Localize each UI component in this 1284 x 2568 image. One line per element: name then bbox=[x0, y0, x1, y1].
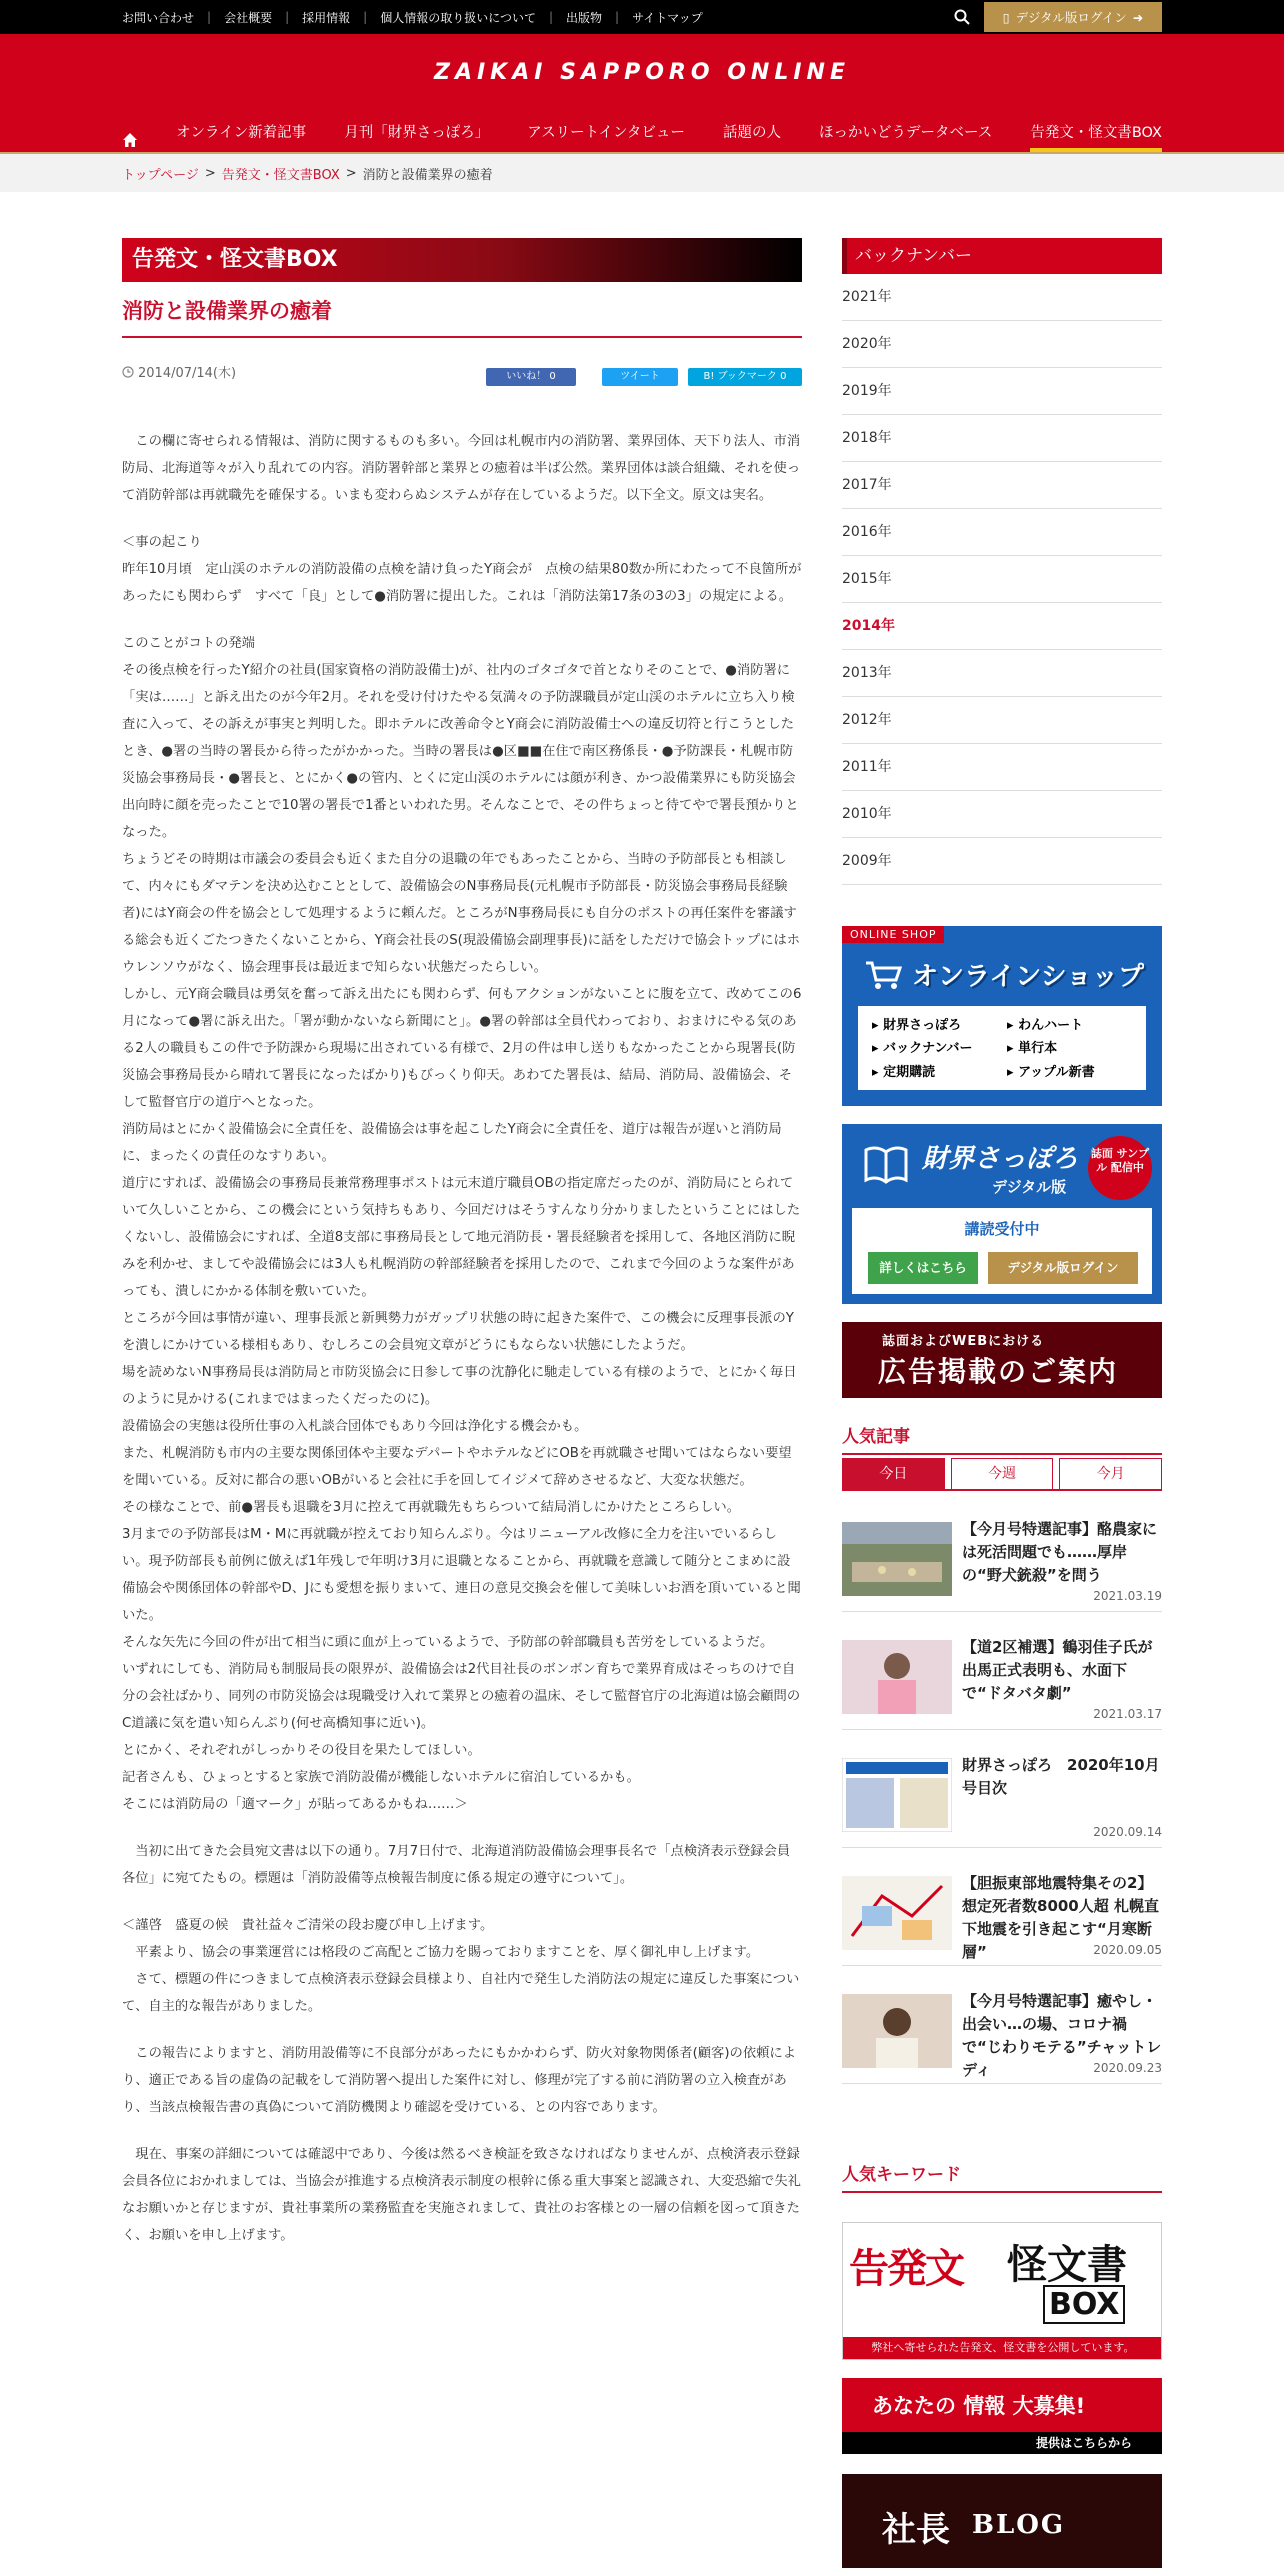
digital-login-banner-button[interactable]: デジタル版ログイン bbox=[988, 1252, 1138, 1284]
popular-article[interactable] bbox=[842, 1624, 1162, 1730]
article-title: 財界さっぽろ 2020年10月号目次 bbox=[962, 1756, 1160, 1797]
link-company[interactable]: 会社概要 bbox=[224, 10, 273, 25]
breadcrumb bbox=[122, 154, 493, 192]
keyword-heading: 人気キーワード bbox=[842, 2160, 1162, 2193]
article-paragraph: しかし、元Y商会職員は勇気を奮って訴え出たにも関わらず、何もアクションがないことに腹を立て、改めてこの6月になって●署に訴え出た。「署が動かないなら新聞にと」。●署の幹部は全員代わっており、おまけにやる気のある2人の職員もこの件で予防課から現場に出されている有様で、2月の件は申し送りもなかったことから現署長(防災協会事務局長から晴れて署長になったばかり)もびっくり仰天。あわてた署長は、結局、消防局、設備協会、そして監督官庁の道庁へとなった。 bbox=[122, 987, 802, 1110]
article-paragraph: 道庁にすれば、設備協会の事務局長兼常務理事ポストは元末道庁職員OBの指定席だったのが、消防局にとられていて久しいことから、この機会にという気持ちもあり、今回だけはそうすんなり分かりましたということにはしたくないし、設備協会にすれば、全道8支部に事務局長として地元消防長・署長経験者を採用して、各地区消防に睨みを利かせ、ましてや設備協会には3人も札幌消防の幹部経験者を採用したので、これまで今回のような案件があっても、潰しにかかる体制を敷いていた。 bbox=[122, 1176, 801, 1299]
article-meta bbox=[122, 338, 802, 398]
tab-today[interactable]: 今日 bbox=[842, 1458, 945, 1490]
backnumber-heading: バックナンバー bbox=[842, 238, 1162, 274]
backnumber-year[interactable]: 2021年 bbox=[842, 274, 1162, 321]
backnumber-year[interactable]: 2009年 bbox=[842, 838, 1162, 885]
facebook-like-button[interactable]: いいね！ 0 bbox=[486, 368, 576, 386]
article-paragraph: とにかく、それぞれがしっかりその役目を果たしてほしい。 bbox=[122, 1743, 481, 1758]
article-thumbnail bbox=[842, 1994, 952, 2068]
article-paragraph: 当初に出てきた会員宛文書は以下の通り。7月7日付で、北海道消防設備協会理事長名で「点検済表示登録会員各位」に宛てたもの。標題は「消防設備等点検報告制度に係る規定の遵守について」。 bbox=[122, 1844, 791, 1886]
whistleblow-box-banner[interactable] bbox=[842, 2222, 1162, 2360]
article-paragraph: ちょうどその時期は市議会の委員会も近くまた自分の退職の年でもあったことから、当時の予防部長とも相談して、内々にもダマテンを決め込むこととして、設備協会のN事務局長(元札幌市予防部長・防災協会事務局長経験者)にはY商会の件を協会として処理するように頼んだ。ところがN事務局長にも自分のポストの再任案件を審議する総会も近くごたつきたくないことから、Y商会社長のS(現設備協会副理事長)に話をしただけで協会トップにはホウレンソウがなく、協会理事長は最近まで知らない状態だったらしい。 bbox=[122, 852, 801, 975]
book-icon bbox=[864, 1144, 908, 1184]
article-thumbnail bbox=[842, 1876, 952, 1950]
nav-monthly-magazine[interactable]: 月刊「財界さっぽろ」 bbox=[344, 125, 490, 141]
ad-big-text: 広告掲載のご案内 bbox=[878, 1355, 1119, 1388]
backnumber-year[interactable]: 2011年 bbox=[842, 744, 1162, 791]
nav-database[interactable]: ほっかいどうデータベース bbox=[819, 125, 993, 141]
link-contact[interactable]: お問い合わせ bbox=[122, 10, 195, 25]
popular-tabs bbox=[842, 1458, 1162, 1490]
top-utility-bar bbox=[0, 0, 1284, 34]
nav-people[interactable]: 話題の人 bbox=[722, 125, 781, 141]
divider: | bbox=[207, 10, 212, 24]
article-date: 2020.09.05 bbox=[1093, 1943, 1162, 1957]
paragraph-gap bbox=[122, 1892, 802, 1912]
article-date: 2020.09.23 bbox=[1093, 2061, 1162, 2075]
kw-footer: 弊社へ寄せられた告発文、怪文書を公開しています。 bbox=[843, 2337, 1162, 2359]
ad-small-text: 誌面およびWEBにおける bbox=[882, 1334, 1045, 1349]
hatena-bookmark-button[interactable]: B! ブックマーク 0 bbox=[688, 368, 802, 386]
backnumber-year[interactable]: 2013年 bbox=[842, 650, 1162, 697]
backnumber-year[interactable]: 2018年 bbox=[842, 415, 1162, 462]
backnumber-year[interactable]: 2010年 bbox=[842, 791, 1162, 838]
article-title: 【道2区補選】鶴羽佳子氏が出馬正式表明も、水面下で“ドタバタ劇” bbox=[962, 1638, 1153, 1702]
article-paragraph: さて、標題の件につきまして点検済表示登録会員様より、自社内で発生した消防法の規定に違反した事案について、自主的な報告がありました。 bbox=[122, 1972, 800, 2014]
backnumber-year[interactable]: 2012年 bbox=[842, 697, 1162, 744]
breadcrumb-category[interactable]: 告発文・怪文書BOX bbox=[221, 167, 340, 183]
information-wanted-banner[interactable] bbox=[842, 2378, 1162, 2454]
info-text: あなたの 情報 大募集! bbox=[872, 2394, 1086, 2418]
digital-login-button[interactable] bbox=[984, 2, 1162, 32]
article-paragraph: ところが今回は事情が違い、理事長派と新興勢力がガップリ状態の時に起きた案件で、この機会に反理事長派のYを潰しにかけている様相もあり、むしろこの会員宛文章がどうにもならない状態にしたようだ。 bbox=[122, 1311, 794, 1353]
nav-online-news[interactable]: オンライン新着記事 bbox=[176, 125, 307, 141]
tablet-icon: ▯ bbox=[1002, 9, 1010, 25]
home-icon[interactable] bbox=[122, 132, 138, 148]
divider: | bbox=[615, 10, 620, 24]
article-title: 【今月号特選記事】癒やし・出会い…の場、コロナ禍で“じわりモテる”チャットレディ bbox=[962, 1992, 1162, 2079]
article-paragraph: 3月までの予防部長はM・Mに再就職が控えており知らんぷり。今はリニューアル改修に全力を注いでいるらしい。現予防部長も前例に倣えば1年残しで年明け3月に退職となることから、再就職を意識して随分とこまめに設備協会や関係団体の幹部やD、Jにも愛想を振りまいて、連日の意見交換会を催して美味しいお酒を頂いていると聞いた。 bbox=[122, 1527, 801, 1623]
article-paragraph: 場を読めないN事務局長は消防局と市防災協会に日参して事の沈静化に馳走している有様のようで、とにかく毎日のように見かける(これまではまったくだったのに)。 bbox=[122, 1365, 797, 1407]
shop-item[interactable]: ▸ わんハート bbox=[1007, 1018, 1084, 1033]
digital-edition-banner bbox=[842, 1124, 1162, 1304]
divider: | bbox=[285, 10, 290, 24]
backnumber-year[interactable]: 2020年 bbox=[842, 321, 1162, 368]
article-paragraph: 記者さんも、ひょっとすると家族で消防設備が機能しないホテルに宿泊しているかも。 bbox=[122, 1770, 640, 1785]
category-title: 告発文・怪文書BOX bbox=[122, 238, 802, 282]
tweet-button[interactable]: ツイート bbox=[602, 368, 678, 386]
article-paragraph: その後点検を行ったY紹介の社員(国家資格の消防設備士)が、社内のゴタゴタで首となりそのことで、●消防署に「実は……」と訴え出たのが今年2月。それを受け付けたやる気満々の予防課職員が定山渓のホテルに立ち入り検査に入って、その訴えが事実と判明した。即ホテルに改善命令とY商会に消防設備士への違反切符と行こうとしたとき、●署の当時の署長から待ったがかかった。当時の署長は●区■■在住で南区務係長・●予防課長・札幌市防災協会事務局長・●署長と、とにかく●の管内、とくに定山渓のホテルには顔が利き、かつ設備業界にも防災協会出向時に顔を売ったことで10署の署長で1番といわれた男。そんなことで、その件ちょっと待てやで署長預かりとなった。 bbox=[122, 663, 799, 840]
article-date bbox=[122, 362, 236, 381]
tab-month[interactable]: 今月 bbox=[1059, 1458, 1162, 1490]
date-text: 2014/07/14(木) bbox=[138, 366, 237, 381]
article-paragraph: その様なことで、前●署長も退職を3月に控えて再就職先もちらついて結局消しにかけたところらしい。 bbox=[122, 1500, 741, 1515]
breadcrumb-sep: > bbox=[204, 165, 216, 181]
digital-title: 財界さっぽろ bbox=[922, 1144, 1079, 1174]
article-paragraph: 設備協会の実態は役所仕事の入札談合団体でもあり今回は浄化する機会かも。 bbox=[122, 1419, 588, 1434]
paragraph-gap bbox=[122, 509, 802, 529]
article-paragraph: そんな矢先に今回の件が出て相当に頭に血が上っているようで、予防部の幹部職員も苦労をしているようだ。 bbox=[122, 1635, 774, 1650]
utility-links bbox=[122, 0, 703, 34]
sidebar bbox=[842, 238, 1162, 2550]
popular-article[interactable] bbox=[842, 1742, 1162, 1848]
backnumber-year[interactable]: 2019年 bbox=[842, 368, 1162, 415]
article-paragraph: このことがコトの発端 bbox=[122, 636, 255, 651]
digital-subtitle: デジタル版 bbox=[992, 1178, 1067, 1196]
advertising-banner[interactable] bbox=[842, 1322, 1162, 1398]
breadcrumb-bar bbox=[0, 152, 1284, 192]
article-title: 【胆振東部地震特集その2】想定死者数8000人超 札幌直下地震を引き起こす“月寒断層” bbox=[962, 1874, 1159, 1961]
digital-login-label: デジタル版ログイン bbox=[1015, 10, 1127, 25]
paragraph-gap bbox=[122, 1818, 802, 1838]
popular-article[interactable] bbox=[842, 1978, 1162, 2084]
paragraph-gap bbox=[122, 2020, 802, 2040]
article-date: 2021.03.19 bbox=[1093, 1589, 1162, 1603]
article-paragraph: また、札幌消防も市内の主要な関係団体や主要なデパートやホテルなどにOBを再就職させ聞いてはならない要望を聞いている。反対に都合の悪いOBがいると会社に手を回してイジメて辞めさせるなど、大変な状態だ。 bbox=[122, 1446, 792, 1488]
backnumber-year[interactable]: 2014年 bbox=[842, 603, 1162, 650]
article-paragraph: 平素より、協会の事業運営には格段のご高配とご協力を賜っておりますことを、厚く御礼申し上げます。 bbox=[122, 1945, 760, 1960]
popular-article[interactable] bbox=[842, 1506, 1162, 1612]
kw-text-b: 怪文書 bbox=[1007, 2242, 1127, 2288]
article-paragraph: この欄に寄せられる情報は、消防に関するものも多い。今回は札幌市内の消防署、業界団体、天下り法人、市消防局、北海道等々が入り乱れての内容。消防署幹部と業界との癒着は半ば公然。業界団体は談合組織、それを使って消防幹部は再就職先を確保する。いまも変わらぬシステムが存在しているようだ。以下全文。原文は実名。 bbox=[122, 434, 801, 503]
blog-text-a: 社長 bbox=[882, 2510, 950, 2550]
clock-icon bbox=[122, 366, 134, 378]
backnumber-year[interactable]: 2015年 bbox=[842, 556, 1162, 603]
breadcrumb-sep: > bbox=[345, 165, 357, 181]
paragraph-gap bbox=[122, 610, 802, 630]
nav-athlete-interview[interactable]: アスリートインタビュー bbox=[527, 125, 685, 141]
article-title: 消防と設備業界の癒着 bbox=[122, 296, 802, 338]
article-column bbox=[122, 238, 802, 2249]
shop-label: ONLINE SHOP bbox=[842, 926, 944, 943]
main-nav bbox=[122, 118, 1162, 152]
article-paragraph: ＜謹啓 盛夏の候 貴社益々ご清栄の段お慶び申し上げます。 bbox=[122, 1918, 494, 1933]
backnumber-year[interactable]: 2017年 bbox=[842, 462, 1162, 509]
link-sitemap[interactable]: サイトマップ bbox=[632, 10, 703, 25]
popular-heading: 人気記事 bbox=[842, 1422, 1162, 1455]
online-shop-banner[interactable] bbox=[842, 926, 1162, 1106]
kw-text-a: 告発文 bbox=[849, 2246, 963, 2292]
sample-badge: 誌面 サンプル 配信中 bbox=[1088, 1136, 1152, 1200]
article-thumbnail bbox=[842, 1640, 952, 1714]
article-body bbox=[122, 428, 802, 2249]
divider: | bbox=[363, 10, 368, 24]
shop-item[interactable]: ▸ 財界さっぽろ bbox=[872, 1018, 962, 1033]
shop-title: オンラインショップ bbox=[912, 962, 1145, 992]
blog-text-b: BLOG bbox=[972, 2510, 1066, 2540]
article-title: 【今月号特選記事】酪農家には死活問題でも……厚岸の“野犬銃殺”を問う bbox=[962, 1520, 1158, 1584]
digital-header bbox=[842, 1124, 1162, 1206]
article-thumbnail bbox=[842, 1758, 952, 1832]
article-paragraph: この報告によりますと、消防用設備等に不良部分があったにもかかわらず、防火対象物関係者(顧客)の依頼により、適正である旨の虚偽の記載をして消防署へ提出した案件に対し、修理が完了する前に消防署の立入検査があり、当該点検報告書の真偽について消防機関より確認を受けている、との内容であります。 bbox=[122, 2046, 797, 2115]
paragraph-gap bbox=[122, 2121, 802, 2141]
article-thumbnail bbox=[842, 1522, 952, 1596]
article-paragraph: そこには消防局の「適マーク」が貼ってあるかもね……＞ bbox=[122, 1797, 468, 1812]
article-date: 2020.09.14 bbox=[1093, 1825, 1162, 1839]
article-paragraph: 現在、事案の詳細については確認中であり、今後は然るべき検証を致さなければなりませんが、点検済表示登録会員各位におかれましては、当協会が推進する点検済表示制度の根幹に係る重大事案と認識され、大変恐縮で失礼なお願いかと存じますが、貴社事業所の業務監査を実施されまして、貴社のお客様との一層の信頼を図って頂きたく、お願いを申し上げます。 bbox=[122, 2147, 801, 2243]
shop-item[interactable]: ▸ アップル新書 bbox=[1007, 1064, 1095, 1080]
divider: | bbox=[548, 10, 553, 24]
info-footer: 提供はこちらから bbox=[842, 2432, 1162, 2454]
popular-article[interactable] bbox=[842, 1860, 1162, 1966]
arrow-right-icon: ➜ bbox=[1132, 9, 1144, 25]
shop-item[interactable]: ▸ 単行本 bbox=[1007, 1041, 1058, 1057]
link-publications[interactable]: 出版物 bbox=[566, 10, 603, 25]
article-date: 2021.03.17 bbox=[1093, 1707, 1162, 1721]
subscription-text: 講読受付中 bbox=[964, 1220, 1040, 1238]
digital-actions bbox=[852, 1208, 1152, 1294]
shop-items bbox=[858, 1006, 1146, 1090]
tab-week[interactable]: 今週 bbox=[951, 1458, 1054, 1490]
breadcrumb-home[interactable]: トップページ bbox=[122, 167, 199, 183]
president-blog-banner[interactable] bbox=[842, 2474, 1162, 2568]
nav-whistleblow-box[interactable]: 告発文・怪文書BOX bbox=[1030, 118, 1162, 152]
article-paragraph: ＜事の起こり bbox=[122, 535, 202, 550]
details-button[interactable]: 詳しくはこちら bbox=[868, 1252, 978, 1284]
link-recruit[interactable]: 採用情報 bbox=[302, 10, 351, 25]
article-paragraph: 消防局はとにかく設備協会に全責任を、設備協会は事を起こしたY商会に全責任を、道庁は報告が遅いと消防局に、まったくの責任のなすりあい。 bbox=[122, 1122, 782, 1164]
backnumber-year-list bbox=[842, 274, 1162, 885]
kw-text-c: BOX bbox=[1043, 2285, 1125, 2324]
cart-icon bbox=[864, 960, 902, 990]
shop-item[interactable]: ▸ バックナンバー bbox=[872, 1041, 973, 1057]
backnumber-year[interactable]: 2016年 bbox=[842, 509, 1162, 556]
shop-item[interactable]: ▸ 定期購読 bbox=[872, 1064, 936, 1080]
site-logo[interactable]: ZAIKAI SAPPORO ONLINE bbox=[434, 60, 850, 85]
article-paragraph: 昨年10月頃 定山渓のホテルの消防設備の点検を請け負ったY商会が 点検の結果80数か所にわたって不良箇所があったにも関わらず すべて「良」として●消防署に提出した。これは「消防法第17条の3の3」の規定による。 bbox=[122, 562, 802, 604]
breadcrumb-current: 消防と設備業界の癒着 bbox=[362, 167, 493, 183]
article-paragraph: いずれにしても、消防局も制服局長の限界が、設備協会は2代目社長のボンボン育ちで業界育成はそっちのけで自分の会社ばかり、同列の市防災協会は現職受け入れて業界との癒着の温床、そして監督官庁の北海道は協会顧問のC道議に気を遣い知らんぷり(何せ高橋知事に近い)。 bbox=[122, 1662, 801, 1731]
search-icon[interactable] bbox=[954, 9, 970, 25]
tab-underline bbox=[842, 1489, 1162, 1491]
link-privacy[interactable]: 個人情報の取り扱いについて bbox=[380, 10, 536, 25]
